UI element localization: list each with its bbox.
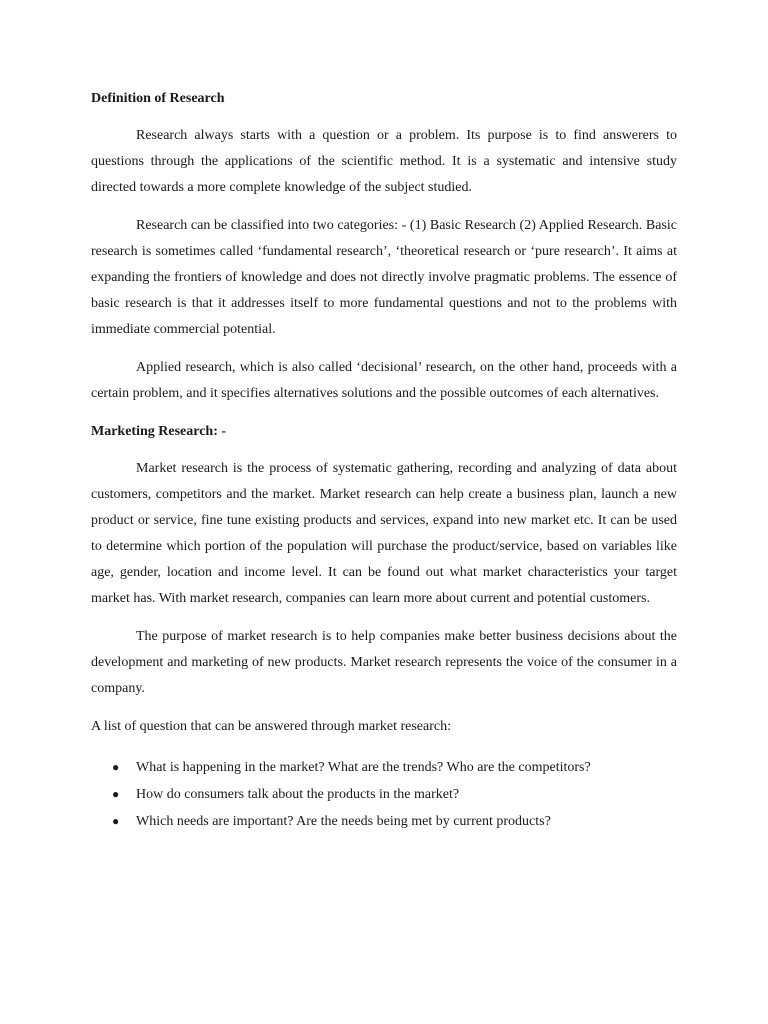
heading-definition-of-research: Definition of Research <box>91 91 225 106</box>
list-item <box>91 808 677 835</box>
paragraph-market-research-purpose: The purpose of market research is to help companies make better business decisions about the development and marketing of new products. Market research represents the voice of the consumer in a company. <box>91 629 677 696</box>
list-item-text: How do consumers talk about the products in the market? <box>136 787 460 802</box>
bullet-icon: ● <box>112 814 120 828</box>
paragraph-research-categories: Research can be classified into two categories: - (1) Basic Research (2) Applied Research. Basic research is sometimes called ‘fundamental research’, ‘theoretical research or ‘pure research’. It aims at expanding the frontiers of knowledge and does not directly involve pragmatic problems. The essence of basic research is that it addresses itself to more fundamental questions and not to the problems with immediate commercial potential. <box>91 218 677 337</box>
paragraph-market-research-definition: Market research is the process of systematic gathering, recording and analyzing of data about customers, competitors and the market. Market research can help create a business plan, launch a new product or service, fine tune existing products and services, expand into new market etc. It can be used to determine which portion of the population will purchase the product/service, based on variables like age, gender, location and income level. It can be found out what market characteristics your target market has. With market research, companies can learn more about current and potential customers. <box>91 461 677 606</box>
list-item-text: What is happening in the market? What are the trends? Who are the competitors? <box>136 760 591 775</box>
list-item-text: Which needs are important? Are the needs being met by current products? <box>136 814 551 829</box>
paragraph-research-intro: Research always starts with a question or a problem. Its purpose is to find answerers to questions through the applications of the scientific method. It is a systematic and intensive study directed towards a more complete knowledge of the subject studied. <box>91 128 677 195</box>
heading-marketing-research: Marketing Research: - <box>91 424 227 439</box>
paragraph-applied-research: Applied research, which is also called ‘decisional’ research, on the other hand, proceeds with a certain problem, and it specifies alternatives solutions and the possible outcomes of each alternatives. <box>91 360 677 401</box>
list-item <box>91 781 677 808</box>
question-list <box>91 754 677 835</box>
list-item <box>91 754 677 781</box>
bullet-icon: ● <box>112 787 120 801</box>
document-body <box>91 86 677 835</box>
list-intro: A list of question that can be answered through market research: <box>91 719 451 734</box>
bullet-icon: ● <box>112 760 120 774</box>
